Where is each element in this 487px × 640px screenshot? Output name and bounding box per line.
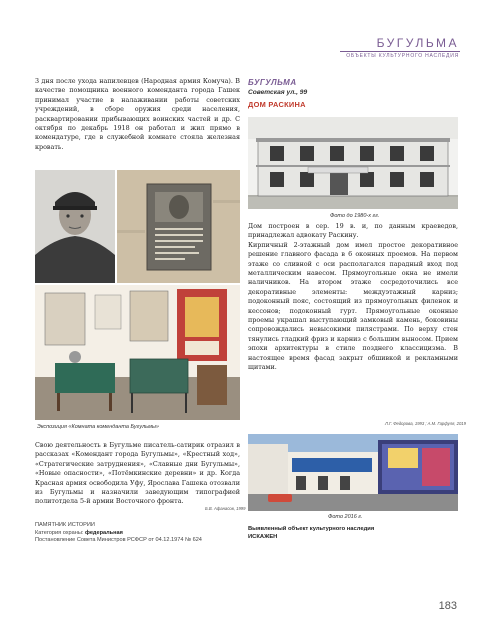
paragraph: 3 дня после ухода напилевцев (Народная армия Комуча). В качестве помощника военного коменданта города Гашек принимал участие в налаживании работы советских учреждений, в сборе оружия среди населения, расквартировании прибывающих воинских частей и др. С октября по декабрь 1918 он работал и жил прямо в комендатуре, где в служебной комнате стояла железная кровать. bbox=[35, 77, 240, 151]
page-number: 183 bbox=[438, 600, 457, 612]
old-house-photo bbox=[248, 117, 458, 209]
revealed-label: Выявленный объект культурного наследия bbox=[248, 526, 375, 532]
heritage-status bbox=[35, 522, 202, 545]
portrait-photo bbox=[35, 170, 115, 283]
exposition-illustration bbox=[35, 285, 240, 420]
exposition-photo bbox=[35, 285, 240, 420]
revealed-object-status bbox=[248, 526, 374, 542]
running-header-subtitle: ОБЪЕКТЫ КУЛЬТУРНОГО НАСЛЕДИЯ bbox=[346, 53, 459, 59]
photo-1980-caption: Фото до 1980-х гг. bbox=[330, 213, 380, 219]
status-type: ПАМЯТНИК ИСТОРИИ bbox=[35, 522, 95, 528]
object-address: Советская ул., 99 bbox=[248, 89, 308, 96]
exposition-caption: Экспозиция «Комната коменданта Бугульмы» bbox=[37, 424, 159, 430]
street-2016-photo bbox=[248, 434, 458, 511]
portrait-illustration bbox=[35, 170, 115, 283]
old-house-illustration bbox=[248, 117, 458, 209]
left-top-paragraph bbox=[35, 77, 240, 152]
plaque-illustration bbox=[117, 170, 240, 283]
object-title: ДОМ РАСКИНА bbox=[248, 100, 306, 109]
paragraph: Дом построен в сер. 19 в. и, по данным краеведов, принадлежал адвокату Раскину. bbox=[248, 222, 458, 240]
header-rule bbox=[340, 51, 460, 52]
street-2016-illustration bbox=[248, 434, 458, 511]
revealed-state: ИСКАЖЕН bbox=[248, 533, 278, 540]
left-bottom-paragraph bbox=[35, 441, 240, 507]
left-credit: Б.В. Афанасов, 1999 bbox=[205, 506, 246, 511]
object-city: БУГУЛЬМА bbox=[248, 78, 297, 87]
plaque-photo bbox=[117, 170, 240, 283]
status-category: Категория охраны: федеральная bbox=[35, 529, 123, 536]
photo-2016-caption: Фото 2016 г. bbox=[328, 514, 363, 520]
paragraph: Кирпичный 2-этажный дом имел простое декоративное решение главного фасада в 6 оконных проемов. На первом этаже со сливной с оси располагался парадный вход под металлическим навесом. Прямоугольные окна не имели наличников. На втором этаже сосредоточились все декоративные элементы: междуэтажный карниз; подоконный пояс, состоящий из прямоугольных филенок и кессонов; подоконный гурт. Прямоугольные оконные проемы украшал выступающий замковый камень, боковины сопровождались невысокими пилястрами. По верху стен тянулись гладкий фриз и карниз с большим выносом. Прием эпохи архитектуры в стиле позднего классицизма. В настоящее время фасад закрыт обшивкой и рекламными щитами. bbox=[248, 240, 458, 372]
right-credit: Л.Г. Федорова, 1993 ; А.М. Гарфуля, 2019 bbox=[385, 421, 466, 426]
right-description bbox=[248, 222, 458, 373]
paragraph: Свою деятельность в Бугульме писатель-сатирик отразил в рассказах «Комендант города Бугульмы», «Крестный ход», «Стратегические затруднения», «Славные дни Бугульмы», «Новые опасности», «Потёмкинские деревни» и др. Когда Красная армия освободила Уфу, Ярослава Гашека отозвали из Бугульмы и назначили заведующим типографией политотдела 5-й армии Восточного фронта. bbox=[35, 441, 240, 506]
running-header-title: БУГУЛЬМА bbox=[376, 36, 459, 50]
status-decree: Постановление Совета Министров РСФСР от 04.12.1974 № 624 bbox=[35, 537, 202, 544]
